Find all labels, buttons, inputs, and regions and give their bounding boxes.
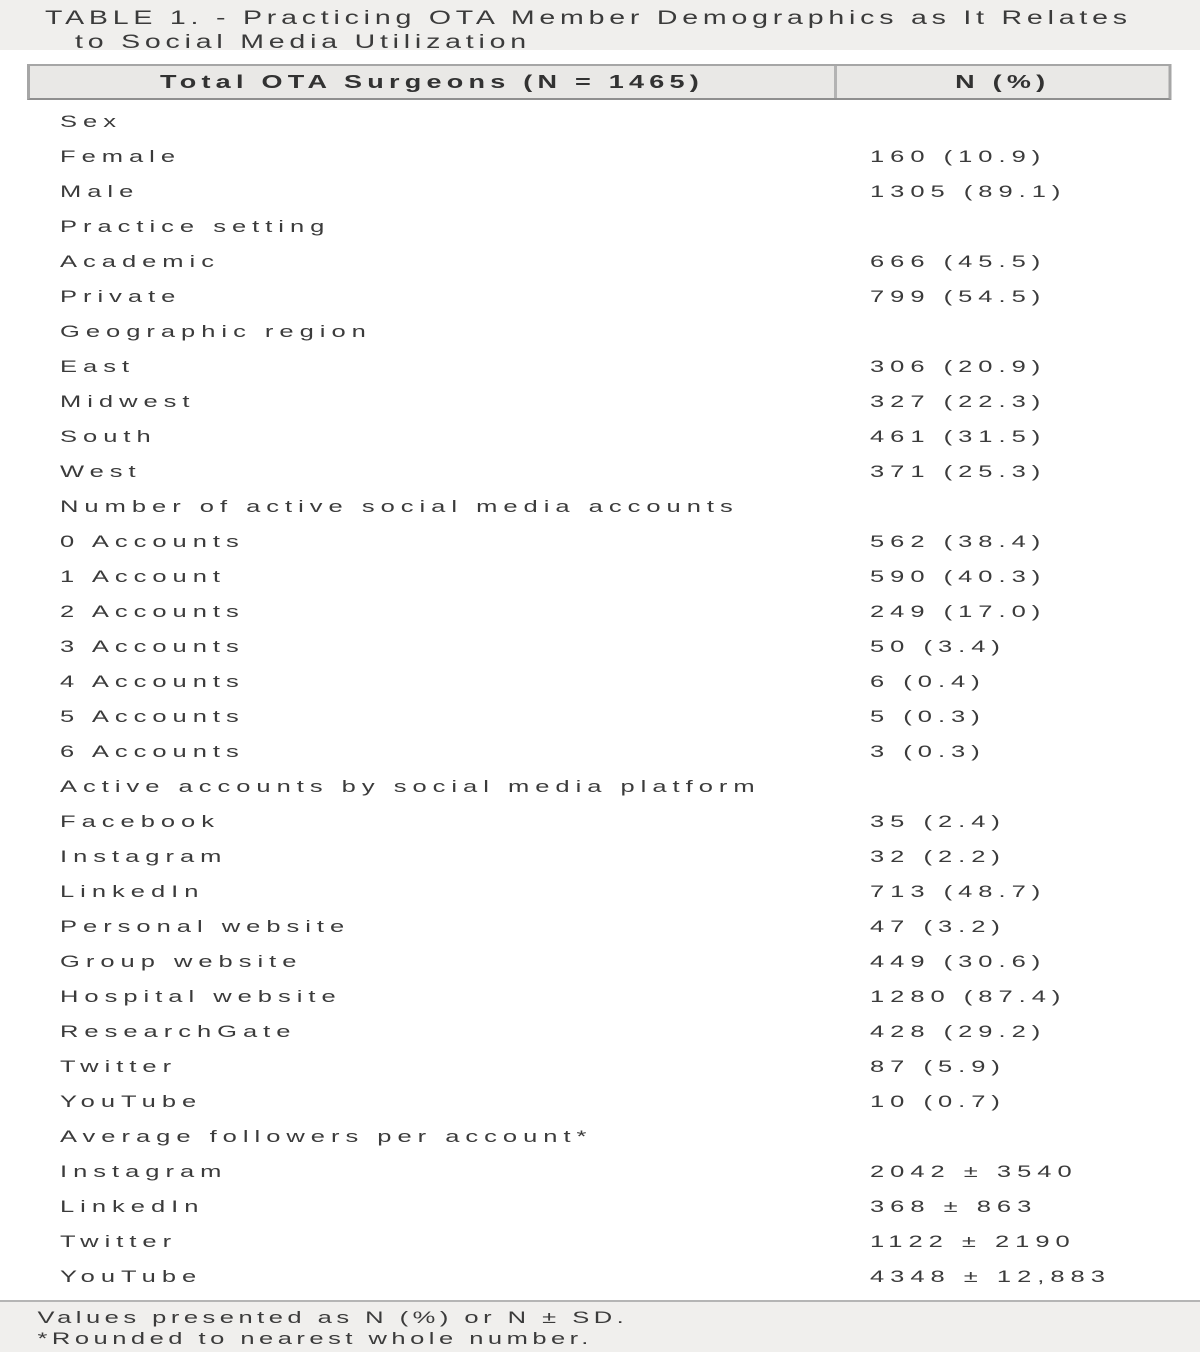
row-value: 368 ± 863 xyxy=(870,1196,1038,1216)
row-value: 10 (0.7) xyxy=(870,1091,1006,1111)
table-row xyxy=(0,1049,1200,1084)
footnote-banner xyxy=(0,1300,1200,1352)
row-label: Geographic region xyxy=(60,321,372,341)
table-row xyxy=(0,174,1200,209)
row-value: 50 (3.4) xyxy=(870,636,1006,656)
row-value: 6 (0.4) xyxy=(870,671,986,691)
row-label: 5 Accounts xyxy=(60,706,245,726)
table-row xyxy=(0,804,1200,839)
column-header-n-pct: N (%) xyxy=(955,71,1051,92)
table-row xyxy=(0,1084,1200,1119)
table-row xyxy=(0,384,1200,419)
row-label: ResearchGate xyxy=(60,1021,297,1041)
table-row xyxy=(0,699,1200,734)
table-row xyxy=(0,454,1200,489)
table-row xyxy=(0,594,1200,629)
row-value: 4348 ± 12,883 xyxy=(870,1266,1111,1286)
table-row xyxy=(0,1259,1200,1294)
table-row xyxy=(0,629,1200,664)
row-label: Male xyxy=(60,181,140,201)
row-value: 666 (45.5) xyxy=(870,251,1047,271)
row-label: Instagram xyxy=(60,1161,228,1181)
row-label: 1 Account xyxy=(60,566,227,586)
row-value: 47 (3.2) xyxy=(870,916,1006,936)
table-section-row xyxy=(0,769,1200,804)
table-header-row xyxy=(27,64,1172,100)
row-label: South xyxy=(60,426,157,446)
table-title-line1: TABLE 1. - Practicing OTA Member Demographics as It Relates xyxy=(45,8,1132,29)
table-section-row xyxy=(0,1119,1200,1154)
row-label: Female xyxy=(60,146,182,166)
table-title-line2: to Social Media Utilization xyxy=(75,32,531,53)
row-label: Twitter xyxy=(60,1056,178,1076)
row-label: Twitter xyxy=(60,1231,178,1251)
row-label: Hospital website xyxy=(60,986,342,1006)
table-row xyxy=(0,244,1200,279)
row-label: Number of active social media accounts xyxy=(60,496,739,516)
table-row xyxy=(0,419,1200,454)
row-label: YouTube xyxy=(60,1266,203,1286)
table-row xyxy=(0,839,1200,874)
row-label: Personal website xyxy=(60,916,351,936)
row-label: Facebook xyxy=(60,811,221,831)
row-label: Group website xyxy=(60,951,303,971)
row-value: 2042 ± 3540 xyxy=(870,1161,1078,1181)
table-section-row xyxy=(0,209,1200,244)
row-label: Instagram xyxy=(60,846,228,866)
row-value: 449 (30.6) xyxy=(870,951,1047,971)
table-row xyxy=(0,349,1200,384)
row-value: 1280 (87.4) xyxy=(870,986,1067,1006)
row-label: YouTube xyxy=(60,1091,203,1111)
table-section-row xyxy=(0,489,1200,524)
row-value: 713 (48.7) xyxy=(870,881,1047,901)
row-value: 428 (29.2) xyxy=(870,1021,1047,1041)
column-header-total-surgeons: Total OTA Surgeons (N = 1465) xyxy=(30,66,837,98)
row-value: 160 (10.9) xyxy=(870,146,1047,166)
row-value: 87 (5.9) xyxy=(870,1056,1006,1076)
table-body xyxy=(0,104,1200,1294)
row-label: Private xyxy=(60,286,182,306)
row-value: 5 (0.3) xyxy=(870,706,986,726)
row-value: 1122 ± 2190 xyxy=(870,1231,1076,1251)
table-row xyxy=(0,944,1200,979)
row-label: LinkedIn xyxy=(60,1196,205,1216)
row-value: 32 (2.2) xyxy=(870,846,1006,866)
row-label: 0 Accounts xyxy=(60,531,245,551)
table-row xyxy=(0,1189,1200,1224)
row-label: Academic xyxy=(60,251,220,271)
row-value: 590 (40.3) xyxy=(870,566,1047,586)
row-label: Practice setting xyxy=(60,216,331,236)
table-section-row xyxy=(0,104,1200,139)
table-row xyxy=(0,874,1200,909)
table-row xyxy=(0,524,1200,559)
table-row xyxy=(0,1154,1200,1189)
row-label: 6 Accounts xyxy=(60,741,245,761)
row-value: 3 (0.3) xyxy=(870,741,986,761)
row-value: 249 (17.0) xyxy=(870,601,1047,621)
table-row xyxy=(0,979,1200,1014)
row-label: Midwest xyxy=(60,391,196,411)
row-label: 2 Accounts xyxy=(60,601,245,621)
table-row xyxy=(0,1224,1200,1259)
footnote-line2: *Rounded to nearest whole number. xyxy=(37,1329,593,1348)
row-value: 371 (25.3) xyxy=(870,461,1047,481)
row-label: Average followers per account* xyxy=(60,1126,593,1146)
row-label: Active accounts by social media platform xyxy=(60,776,761,796)
row-label: 4 Accounts xyxy=(60,671,245,691)
table-row xyxy=(0,734,1200,769)
row-value: 327 (22.3) xyxy=(870,391,1047,411)
footnote-line1: Values presented as N (%) or N ± SD. xyxy=(37,1308,629,1327)
row-label: West xyxy=(60,461,142,481)
row-value: 799 (54.5) xyxy=(870,286,1047,306)
table-row xyxy=(0,139,1200,174)
table-row xyxy=(0,559,1200,594)
table-title-banner xyxy=(0,0,1200,53)
row-value: 562 (38.4) xyxy=(870,531,1047,551)
row-label: Sex xyxy=(60,111,122,131)
row-value: 461 (31.5) xyxy=(870,426,1047,446)
row-value: 306 (20.9) xyxy=(870,356,1047,376)
table-row xyxy=(0,279,1200,314)
row-value: 35 (2.4) xyxy=(870,811,1006,831)
table-section-row xyxy=(0,314,1200,349)
table-row xyxy=(0,1014,1200,1049)
table-row xyxy=(0,664,1200,699)
row-value: 1305 (89.1) xyxy=(870,181,1067,201)
row-label: 3 Accounts xyxy=(60,636,245,656)
row-label: LinkedIn xyxy=(60,881,205,901)
row-label: East xyxy=(60,356,136,376)
table-row xyxy=(0,909,1200,944)
